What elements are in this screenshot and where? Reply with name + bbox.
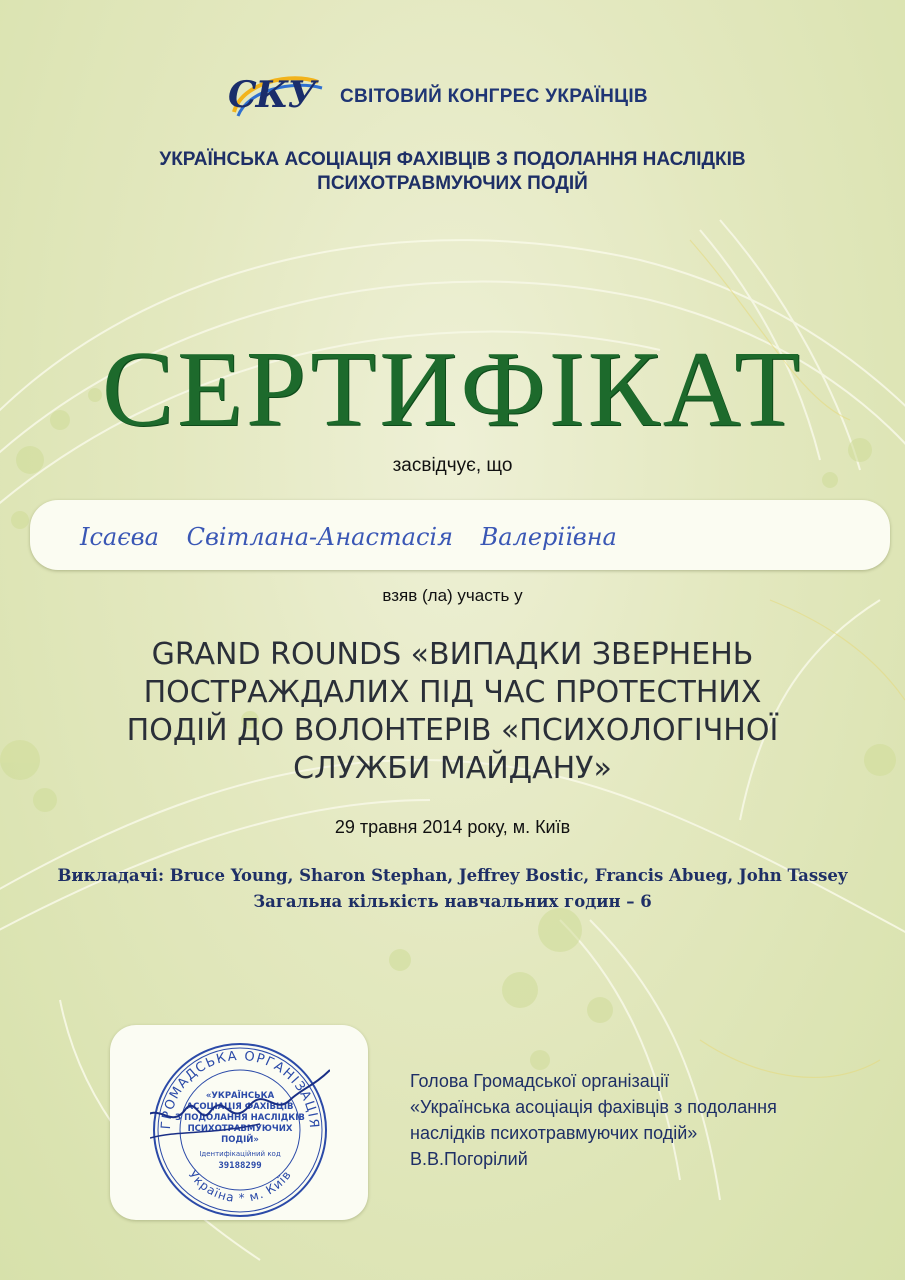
recipient-name: Ісаєва Світлана-Анастасія Валеріївна bbox=[80, 523, 617, 551]
stamp-code: 39188299 bbox=[218, 1161, 262, 1171]
association-line-2: ПСИХОТРАВМУЮЧИХ ПОДІЙ bbox=[317, 173, 588, 194]
stamp-code-label: Ідентифікаційний код bbox=[199, 1150, 281, 1158]
lecturers-list: Викладачі: Bruce Young, Sharon Stephan, Jeffrey Bostic, Francis Abueg, John Tassey bbox=[57, 866, 848, 885]
event-title-line-3: ПОДІЙ ДО ВОЛОНТЕРІВ «ПСИХОЛОГІЧНОЇ bbox=[126, 713, 779, 748]
association-line-1: УКРАЇНСЬКА АСОЦІАЦІЯ ФАХІВЦІВ З ПОДОЛАННЯ НАСЛІДКІВ bbox=[159, 149, 746, 170]
svg-text:Україна * м. Київ bbox=[186, 1168, 295, 1206]
event-title-line-1: GRAND ROUNDS «ВИПАДКИ ЗВЕРНЕНЬ bbox=[151, 637, 754, 672]
stamp-line-3: З ПОДОЛАННЯ НАСЛІДКІВ bbox=[175, 1113, 305, 1123]
event-title bbox=[90, 636, 815, 788]
total-hours: Загальна кількість навчальних годин – 6 bbox=[253, 892, 652, 911]
event-date-place: 29 травня 2014 року, м. Київ bbox=[334, 817, 571, 837]
signatory-name: В.В.Погорілий bbox=[410, 1149, 528, 1169]
signatory-line-3: наслідків психотравмуючих подій» bbox=[410, 1123, 698, 1143]
certificate-title: СЕРТИФІКАТ bbox=[101, 330, 804, 449]
signatory-block bbox=[410, 1068, 880, 1172]
signatory-line-1: Голова Громадської організації bbox=[410, 1071, 670, 1091]
stamp-outer-text: ГРОМАДСЬКА ОРГАНІЗАЦІЯ bbox=[158, 1048, 322, 1130]
logo-text: СКУ bbox=[228, 74, 316, 116]
signatory-line-2: «Українська асоціація фахівців з подолання bbox=[410, 1097, 777, 1117]
stamp-line-5: ПОДІЙ» bbox=[221, 1135, 259, 1145]
congress-name: СВІТОВИЙ КОНГРЕС УКРАЇНЦІВ bbox=[340, 86, 648, 107]
association-name bbox=[60, 148, 845, 196]
stamp-line-1: «УКРАЇНСЬКА bbox=[205, 1091, 275, 1101]
stamp-bottom-text: Україна * м. Київ bbox=[185, 1167, 295, 1206]
stamp-line-2: АСОЦІАЦІЯ ФАХІВЦІВ bbox=[186, 1102, 294, 1112]
stamp-line-4: ПСИХОТРАВМУЮЧИХ bbox=[187, 1124, 293, 1134]
event-title-line-2: ПОСТРАЖДАЛИХ ПІД ЧАС ПРОТЕСТНИХ bbox=[143, 675, 762, 710]
took-part-text: взяв (ла) участь у bbox=[382, 586, 523, 605]
certifies-text: засвідчує, що bbox=[392, 455, 513, 476]
event-title-line-4: СЛУЖБИ МАЙДАНУ» bbox=[293, 751, 612, 786]
organization-stamp bbox=[150, 1040, 330, 1220]
